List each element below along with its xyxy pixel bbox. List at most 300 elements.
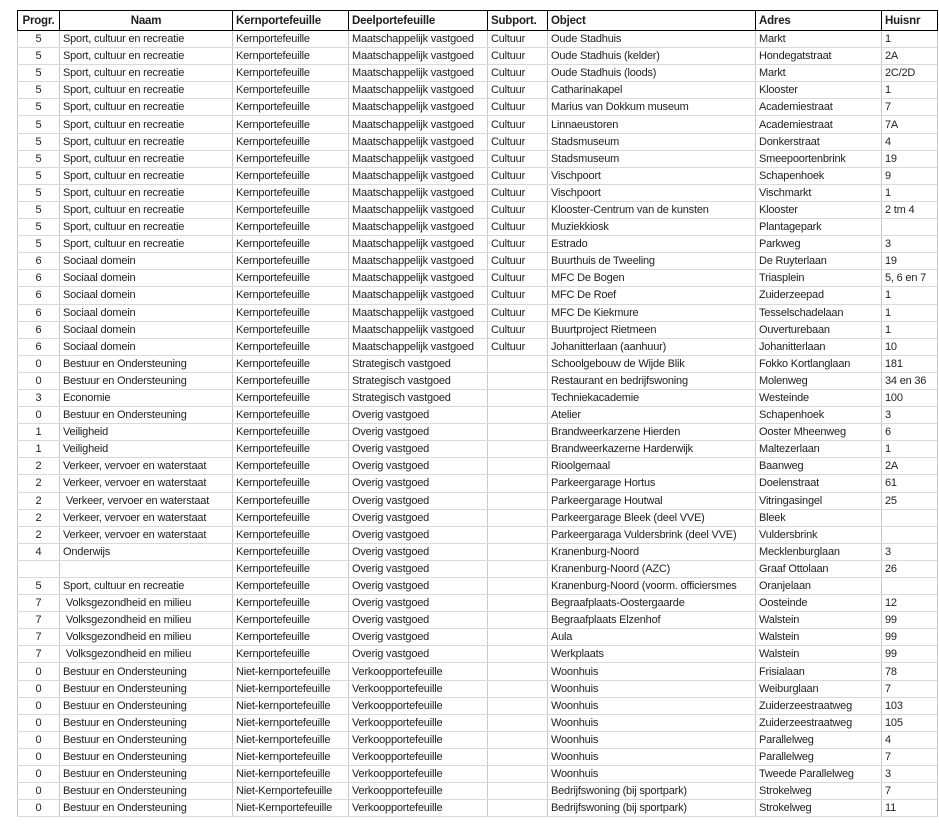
cell-progr: 5 <box>18 99 60 116</box>
cell-subport <box>488 441 548 458</box>
table-row <box>18 82 938 99</box>
cell-huisnr: 6 <box>882 424 938 441</box>
cell-subport <box>488 783 548 800</box>
table-row <box>18 321 938 338</box>
cell-subport <box>488 629 548 646</box>
cell-deel: Verkoopportefeuille <box>349 731 488 748</box>
cell-deel: Strategisch vastgoed <box>349 355 488 372</box>
cell-naam: Verkeer, vervoer en waterstaat <box>60 458 233 475</box>
cell-naam: Bestuur en Ondersteuning <box>60 372 233 389</box>
cell-naam: Bestuur en Ondersteuning <box>60 783 233 800</box>
cell-huisnr: 11 <box>882 800 938 817</box>
cell-progr: 5 <box>18 82 60 99</box>
cell-deel: Verkoopportefeuille <box>349 714 488 731</box>
cell-subport: Cultuur <box>488 236 548 253</box>
cell-kern: Kernportefeuille <box>233 578 349 595</box>
cell-subport: Cultuur <box>488 48 548 65</box>
cell-object: Woonhuis <box>548 714 756 731</box>
cell-deel: Maatschappelijk vastgoed <box>349 99 488 116</box>
cell-naam: Verkeer, vervoer en waterstaat <box>60 475 233 492</box>
cell-kern: Kernportefeuille <box>233 304 349 321</box>
cell-progr: 0 <box>18 355 60 372</box>
cell-kern: Kernportefeuille <box>233 184 349 201</box>
cell-object: Bedrijfswoning (bij sportpark) <box>548 783 756 800</box>
cell-adres: Vitringasingel <box>756 492 882 509</box>
cell-naam: Volksgezondheid en milieu <box>60 612 233 629</box>
cell-naam: Volksgezondheid en milieu <box>60 646 233 663</box>
table-row <box>18 492 938 509</box>
table-row <box>18 287 938 304</box>
cell-naam: Veiligheid <box>60 424 233 441</box>
table-row <box>18 731 938 748</box>
cell-adres: Bleek <box>756 509 882 526</box>
cell-huisnr: 100 <box>882 389 938 406</box>
cell-progr: 5 <box>18 133 60 150</box>
cell-progr: 5 <box>18 116 60 133</box>
cell-naam: Bestuur en Ondersteuning <box>60 407 233 424</box>
cell-object: Oude Stadhuis (kelder) <box>548 48 756 65</box>
column-header-huisnr: Huisnr <box>882 11 938 31</box>
cell-subport <box>488 680 548 697</box>
cell-subport <box>488 355 548 372</box>
cell-kern: Kernportefeuille <box>233 287 349 304</box>
cell-subport: Cultuur <box>488 287 548 304</box>
cell-kern: Niet-kernportefeuille <box>233 680 349 697</box>
cell-progr: 0 <box>18 372 60 389</box>
table-row <box>18 338 938 355</box>
table-row <box>18 116 938 133</box>
cell-naam: Veiligheid <box>60 441 233 458</box>
cell-kern: Kernportefeuille <box>233 133 349 150</box>
cell-adres: Parallelweg <box>756 748 882 765</box>
cell-kern: Kernportefeuille <box>233 441 349 458</box>
cell-progr: 2 <box>18 475 60 492</box>
cell-progr: 0 <box>18 800 60 817</box>
cell-object: MFC De Kiekmure <box>548 304 756 321</box>
cell-object: Werkplaats <box>548 646 756 663</box>
cell-subport: Cultuur <box>488 253 548 270</box>
cell-object: Parkeergarage Bleek (deel VVE) <box>548 509 756 526</box>
cell-adres: Zuiderzeepad <box>756 287 882 304</box>
cell-naam: Bestuur en Ondersteuning <box>60 663 233 680</box>
cell-deel: Verkoopportefeuille <box>349 663 488 680</box>
table-row <box>18 629 938 646</box>
cell-huisnr: 25 <box>882 492 938 509</box>
cell-huisnr: 3 <box>882 543 938 560</box>
cell-huisnr: 1 <box>882 82 938 99</box>
table-row <box>18 407 938 424</box>
cell-object: Parkeergaraga Vuldersbrink (deel VVE) <box>548 526 756 543</box>
cell-progr: 5 <box>18 219 60 236</box>
table-row <box>18 184 938 201</box>
cell-kern: Niet-kernportefeuille <box>233 663 349 680</box>
table-row <box>18 424 938 441</box>
cell-progr: 1 <box>18 441 60 458</box>
cell-adres: Schapenhoek <box>756 407 882 424</box>
cell-subport <box>488 389 548 406</box>
cell-object: Bedrijfswoning (bij sportpark) <box>548 800 756 817</box>
cell-progr: 5 <box>18 184 60 201</box>
cell-adres: Oosteinde <box>756 595 882 612</box>
cell-progr: 5 <box>18 48 60 65</box>
cell-subport <box>488 714 548 731</box>
cell-kern: Kernportefeuille <box>233 338 349 355</box>
cell-huisnr: 34 en 36 <box>882 372 938 389</box>
cell-kern: Kernportefeuille <box>233 219 349 236</box>
cell-subport <box>488 766 548 783</box>
cell-kern: Kernportefeuille <box>233 99 349 116</box>
cell-huisnr <box>882 219 938 236</box>
cell-kern: Kernportefeuille <box>233 560 349 577</box>
cell-kern: Kernportefeuille <box>233 646 349 663</box>
cell-kern: Kernportefeuille <box>233 236 349 253</box>
cell-adres: Weiburglaan <box>756 680 882 697</box>
cell-deel: Maatschappelijk vastgoed <box>349 304 488 321</box>
cell-naam: Sociaal domein <box>60 270 233 287</box>
cell-object: Vischpoort <box>548 184 756 201</box>
table-row <box>18 458 938 475</box>
cell-deel: Overig vastgoed <box>349 595 488 612</box>
cell-object: Klooster-Centrum van de kunsten <box>548 201 756 218</box>
cell-deel: Verkoopportefeuille <box>349 680 488 697</box>
cell-object: Rioolgemaal <box>548 458 756 475</box>
cell-subport <box>488 424 548 441</box>
cell-naam: Bestuur en Ondersteuning <box>60 800 233 817</box>
cell-progr: 7 <box>18 595 60 612</box>
cell-naam: Sport, cultuur en recreatie <box>60 116 233 133</box>
cell-subport <box>488 543 548 560</box>
cell-adres: Walstein <box>756 629 882 646</box>
cell-object: Marius van Dokkum museum <box>548 99 756 116</box>
cell-naam: Volksgezondheid en milieu <box>60 595 233 612</box>
cell-progr: 0 <box>18 766 60 783</box>
cell-naam: Verkeer, vervoer en waterstaat <box>60 526 233 543</box>
cell-progr: 5 <box>18 150 60 167</box>
cell-object: Stadsmuseum <box>548 133 756 150</box>
cell-object: Woonhuis <box>548 731 756 748</box>
cell-object: Catharinakapel <box>548 82 756 99</box>
cell-deel: Overig vastgoed <box>349 441 488 458</box>
cell-naam: Sport, cultuur en recreatie <box>60 31 233 48</box>
cell-huisnr: 99 <box>882 646 938 663</box>
table-row <box>18 99 938 116</box>
cell-object: Aula <box>548 629 756 646</box>
table-row <box>18 578 938 595</box>
cell-subport: Cultuur <box>488 338 548 355</box>
table-row <box>18 526 938 543</box>
table-row <box>18 783 938 800</box>
cell-deel: Overig vastgoed <box>349 458 488 475</box>
cell-adres: Westeinde <box>756 389 882 406</box>
cell-naam: Sport, cultuur en recreatie <box>60 167 233 184</box>
table-row <box>18 680 938 697</box>
cell-adres: Donkerstraat <box>756 133 882 150</box>
table-row <box>18 133 938 150</box>
table-row <box>18 389 938 406</box>
cell-kern: Kernportefeuille <box>233 492 349 509</box>
cell-huisnr: 7 <box>882 99 938 116</box>
cell-progr: 5 <box>18 578 60 595</box>
table-row <box>18 748 938 765</box>
cell-huisnr: 181 <box>882 355 938 372</box>
cell-subport: Cultuur <box>488 167 548 184</box>
cell-huisnr: 7 <box>882 680 938 697</box>
table-row <box>18 253 938 270</box>
cell-huisnr: 7 <box>882 783 938 800</box>
cell-naam: Bestuur en Ondersteuning <box>60 766 233 783</box>
cell-progr: 6 <box>18 304 60 321</box>
cell-object: Buurtproject Rietmeen <box>548 321 756 338</box>
cell-subport <box>488 697 548 714</box>
cell-progr: 6 <box>18 253 60 270</box>
cell-adres: Academiestraat <box>756 99 882 116</box>
cell-object: Restaurant en bedrijfswoning <box>548 372 756 389</box>
column-header-deel: Deelportefeuille <box>349 11 488 31</box>
cell-subport <box>488 560 548 577</box>
cell-kern: Kernportefeuille <box>233 424 349 441</box>
cell-naam: Sport, cultuur en recreatie <box>60 48 233 65</box>
cell-deel: Maatschappelijk vastgoed <box>349 236 488 253</box>
cell-object: Buurthuis de Tweeling <box>548 253 756 270</box>
table-row <box>18 355 938 372</box>
table-row <box>18 475 938 492</box>
cell-naam: Onderwijs <box>60 543 233 560</box>
cell-huisnr: 1 <box>882 321 938 338</box>
cell-deel: Maatschappelijk vastgoed <box>349 133 488 150</box>
column-header-adres: Adres <box>756 11 882 31</box>
cell-adres: Academiestraat <box>756 116 882 133</box>
cell-object: Schoolgebouw de Wijde Blik <box>548 355 756 372</box>
cell-subport: Cultuur <box>488 99 548 116</box>
cell-progr: 0 <box>18 697 60 714</box>
cell-progr: 7 <box>18 646 60 663</box>
cell-deel: Strategisch vastgoed <box>349 372 488 389</box>
cell-naam: Sport, cultuur en recreatie <box>60 82 233 99</box>
cell-object: Kranenburg-Noord (voorm. officiersmes <box>548 578 756 595</box>
cell-object: Woonhuis <box>548 697 756 714</box>
cell-deel: Verkoopportefeuille <box>349 766 488 783</box>
cell-kern: Kernportefeuille <box>233 407 349 424</box>
cell-huisnr: 61 <box>882 475 938 492</box>
cell-progr: 2 <box>18 509 60 526</box>
cell-deel: Maatschappelijk vastgoed <box>349 184 488 201</box>
table-header-row <box>18 11 938 31</box>
cell-object: Kranenburg-Noord (AZC) <box>548 560 756 577</box>
cell-progr: 5 <box>18 201 60 218</box>
cell-naam: Bestuur en Ondersteuning <box>60 355 233 372</box>
cell-object: Linnaeustoren <box>548 116 756 133</box>
cell-adres: Baanweg <box>756 458 882 475</box>
cell-kern: Kernportefeuille <box>233 48 349 65</box>
cell-kern: Kernportefeuille <box>233 201 349 218</box>
cell-adres: Vischmarkt <box>756 184 882 201</box>
cell-kern: Kernportefeuille <box>233 612 349 629</box>
cell-kern: Kernportefeuille <box>233 150 349 167</box>
table-row <box>18 31 938 48</box>
cell-progr <box>18 560 60 577</box>
cell-deel: Maatschappelijk vastgoed <box>349 150 488 167</box>
cell-huisnr: 2C/2D <box>882 65 938 82</box>
cell-deel: Overig vastgoed <box>349 475 488 492</box>
cell-progr: 0 <box>18 731 60 748</box>
cell-adres: Maltezerlaan <box>756 441 882 458</box>
cell-object: Kranenburg-Noord <box>548 543 756 560</box>
cell-subport <box>488 509 548 526</box>
cell-progr: 6 <box>18 270 60 287</box>
cell-subport <box>488 372 548 389</box>
cell-kern: Kernportefeuille <box>233 389 349 406</box>
cell-deel: Overig vastgoed <box>349 526 488 543</box>
cell-subport: Cultuur <box>488 184 548 201</box>
cell-kern: Niet-kernportefeuille <box>233 714 349 731</box>
cell-huisnr: 4 <box>882 133 938 150</box>
cell-subport: Cultuur <box>488 219 548 236</box>
cell-progr: 2 <box>18 458 60 475</box>
cell-object: Woonhuis <box>548 766 756 783</box>
cell-naam: Bestuur en Ondersteuning <box>60 731 233 748</box>
cell-progr: 6 <box>18 287 60 304</box>
cell-naam: Bestuur en Ondersteuning <box>60 697 233 714</box>
cell-huisnr: 3 <box>882 236 938 253</box>
cell-progr: 0 <box>18 663 60 680</box>
cell-progr: 2 <box>18 526 60 543</box>
table-row <box>18 595 938 612</box>
cell-deel: Overig vastgoed <box>349 646 488 663</box>
cell-deel: Maatschappelijk vastgoed <box>349 338 488 355</box>
column-header-subport: Subport. <box>488 11 548 31</box>
cell-kern: Kernportefeuille <box>233 372 349 389</box>
table-row <box>18 236 938 253</box>
cell-adres: Zuiderzeestraatweg <box>756 697 882 714</box>
cell-huisnr: 10 <box>882 338 938 355</box>
table-row <box>18 543 938 560</box>
table-row <box>18 150 938 167</box>
cell-huisnr: 2 tm 4 <box>882 201 938 218</box>
table-row <box>18 509 938 526</box>
cell-huisnr: 1 <box>882 304 938 321</box>
cell-object: Begraafplaats-Oostergaarde <box>548 595 756 612</box>
cell-subport <box>488 526 548 543</box>
cell-progr: 4 <box>18 543 60 560</box>
cell-subport <box>488 458 548 475</box>
cell-deel: Overig vastgoed <box>349 424 488 441</box>
cell-naam: Verkeer, vervoer en waterstaat <box>60 509 233 526</box>
property-table <box>17 10 938 817</box>
cell-naam: Sport, cultuur en recreatie <box>60 578 233 595</box>
cell-adres: Markt <box>756 65 882 82</box>
cell-adres: Schapenhoek <box>756 167 882 184</box>
table-row <box>18 270 938 287</box>
cell-naam: Sport, cultuur en recreatie <box>60 99 233 116</box>
cell-huisnr: 1 <box>882 184 938 201</box>
cell-object: Woonhuis <box>548 680 756 697</box>
cell-progr: 6 <box>18 338 60 355</box>
cell-huisnr: 3 <box>882 766 938 783</box>
cell-huisnr: 78 <box>882 663 938 680</box>
column-header-object: Object <box>548 11 756 31</box>
cell-subport <box>488 731 548 748</box>
cell-subport: Cultuur <box>488 82 548 99</box>
cell-naam: Sport, cultuur en recreatie <box>60 201 233 218</box>
cell-object: Vischpoort <box>548 167 756 184</box>
cell-kern: Kernportefeuille <box>233 116 349 133</box>
cell-kern: Kernportefeuille <box>233 509 349 526</box>
cell-deel: Maatschappelijk vastgoed <box>349 82 488 99</box>
cell-naam: Sport, cultuur en recreatie <box>60 150 233 167</box>
cell-huisnr <box>882 509 938 526</box>
table-row <box>18 441 938 458</box>
table-row <box>18 201 938 218</box>
cell-subport: Cultuur <box>488 133 548 150</box>
cell-adres: Klooster <box>756 201 882 218</box>
cell-huisnr: 19 <box>882 150 938 167</box>
cell-object: Woonhuis <box>548 663 756 680</box>
cell-object: Brandweerkarzene Hierden <box>548 424 756 441</box>
cell-kern: Niet-kernportefeuille <box>233 731 349 748</box>
cell-object: Atelier <box>548 407 756 424</box>
cell-deel: Maatschappelijk vastgoed <box>349 48 488 65</box>
table-row <box>18 697 938 714</box>
cell-deel: Maatschappelijk vastgoed <box>349 321 488 338</box>
cell-object: Oude Stadhuis <box>548 31 756 48</box>
cell-adres: Parkweg <box>756 236 882 253</box>
cell-huisnr: 9 <box>882 167 938 184</box>
cell-adres: Graaf Ottolaan <box>756 560 882 577</box>
cell-subport <box>488 663 548 680</box>
cell-kern: Kernportefeuille <box>233 595 349 612</box>
cell-naam: Sport, cultuur en recreatie <box>60 236 233 253</box>
cell-naam: Volksgezondheid en milieu <box>60 629 233 646</box>
cell-adres: Markt <box>756 31 882 48</box>
cell-kern: Kernportefeuille <box>233 475 349 492</box>
cell-huisnr: 1 <box>882 441 938 458</box>
cell-kern: Kernportefeuille <box>233 458 349 475</box>
cell-subport: Cultuur <box>488 116 548 133</box>
cell-object: MFC De Bogen <box>548 270 756 287</box>
cell-huisnr: 105 <box>882 714 938 731</box>
cell-kern: Kernportefeuille <box>233 65 349 82</box>
cell-huisnr: 99 <box>882 629 938 646</box>
table-row <box>18 714 938 731</box>
cell-subport: Cultuur <box>488 321 548 338</box>
cell-kern: Kernportefeuille <box>233 543 349 560</box>
table-row <box>18 65 938 82</box>
cell-deel: Overig vastgoed <box>349 407 488 424</box>
cell-progr: 7 <box>18 629 60 646</box>
cell-naam: Verkeer, vervoer en waterstaat <box>60 492 233 509</box>
cell-object: Parkeergarage Houtwal <box>548 492 756 509</box>
cell-naam: Bestuur en Ondersteuning <box>60 680 233 697</box>
cell-progr: 0 <box>18 680 60 697</box>
cell-naam: Bestuur en Ondersteuning <box>60 748 233 765</box>
cell-progr: 1 <box>18 424 60 441</box>
cell-object: Parkeergarage Hortus <box>548 475 756 492</box>
cell-adres: Parallelweg <box>756 731 882 748</box>
table-row <box>18 612 938 629</box>
cell-object: Oude Stadhuis (loods) <box>548 65 756 82</box>
cell-huisnr <box>882 526 938 543</box>
cell-deel: Overig vastgoed <box>349 509 488 526</box>
cell-deel: Verkoopportefeuille <box>349 748 488 765</box>
cell-object: Techniekacademie <box>548 389 756 406</box>
cell-huisnr: 103 <box>882 697 938 714</box>
cell-huisnr: 3 <box>882 407 938 424</box>
cell-object: Johanitterlaan (aanhuur) <box>548 338 756 355</box>
cell-progr: 3 <box>18 389 60 406</box>
cell-subport <box>488 612 548 629</box>
table-row <box>18 766 938 783</box>
cell-adres: Mecklenburglaan <box>756 543 882 560</box>
